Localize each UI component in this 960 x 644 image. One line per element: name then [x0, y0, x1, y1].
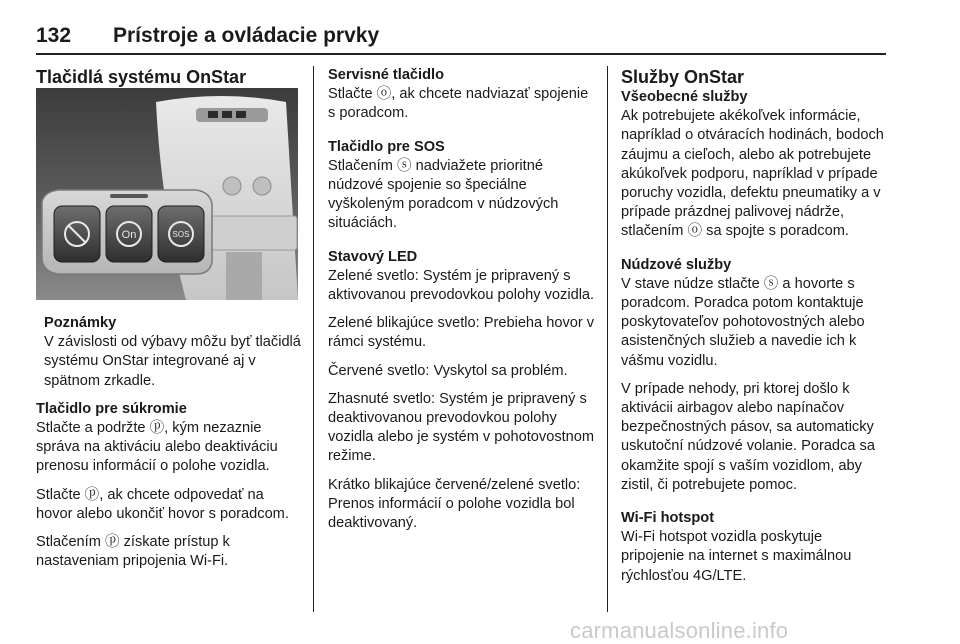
wifi-hotspot-text: Wi-Fi hotspot vozidla poskytuje pripojenie na internet s maximálnou rýchlosťou 4G/LTE.	[621, 529, 852, 584]
column-1	[36, 66, 302, 571]
privacy-text-1: Stlačte a podržte ⓟ, kým nezaznie správa na aktiváciu alebo deaktiváciu prenosu informácií o polohe vozidla.	[36, 420, 278, 475]
page-number: 132	[36, 24, 72, 47]
watermark: carmanualsonline.info	[570, 618, 789, 643]
section-title-onstar-services: Služby OnStar	[621, 67, 745, 87]
emergency-services-text-2: V prípade nehody, pri ktorej došlo k aktivácii airbagov alebo napínačov bezpečnostných pásov, sa automaticky uskutoční núdzové volanie. Poradca sa okamžite spojí s vaším vozidlom, aby zistil, či potrebujete pomoc.	[621, 380, 875, 493]
photo-on-label: On	[121, 229, 137, 241]
column-3	[621, 66, 889, 586]
status-led-text-4: Zhasnuté svetlo: Systém je pripravený s deaktivovanou prevodovkou polohy vozidla alebo je systém v pohotovostnom režime.	[328, 390, 595, 465]
status-led-text-2: Zelené blikajúce svetlo: Prebieha hovor v rámci systému.	[328, 315, 595, 351]
page-header	[36, 24, 886, 54]
column-divider-1	[313, 66, 314, 612]
service-button-text: Stlačte ⓞ, ak chcete nadviazať spojenie s poradcom.	[328, 86, 589, 122]
column-divider-2	[607, 66, 608, 612]
wifi-hotspot-title: Wi-Fi hotspot	[621, 510, 715, 527]
emergency-services-text-1: V stave núdze stlačte ⓢ a hovorte s poradcom. Poradca potom kontaktuje poskytovateľov pohotovostných alebo asistenčných služieb a navedie ich k vášmu vozidlu.	[621, 275, 865, 369]
sos-button-text: Stlačením ⓢ nadviažete prioritné núdzové spojenie so špeciálne vyškoleným poradcom v núdzových situáciách.	[328, 157, 559, 232]
general-services-title: Všeobecné služby	[621, 89, 748, 105]
note-text: V závislosti od výbavy môžu byť tlačidlá systému OnStar integrované aj v spätnom zrkadle.	[44, 334, 301, 389]
privacy-text-2: Stlačte ⓟ, ak chcete odpovedať na hovor alebo ukončiť hovor s poradcom.	[36, 486, 289, 522]
status-led-text-1: Zelené svetlo: Systém je pripravený s aktivovanou prevodovkou polohy vozidla.	[328, 267, 595, 304]
status-led-text-3: Červené svetlo: Vyskytol sa problém.	[328, 362, 568, 379]
photo-sos-label: SOS	[172, 230, 190, 239]
privacy-button-title: Tlačidlo pre súkromie	[36, 400, 187, 417]
emergency-services-title: Núdzové služby	[621, 256, 732, 273]
chapter-title: Prístroje a ovládacie prvky	[113, 24, 380, 47]
onstar-buttons-photo	[36, 88, 298, 300]
note-title: Poznámky	[44, 315, 117, 331]
header-rule	[36, 53, 886, 55]
column-2	[328, 66, 596, 533]
status-led-text-5: Krátko blikajúce červené/zelené svetlo: Prenos informácií o polohe vozidla bol deaktivovaný.	[328, 476, 581, 532]
privacy-text-3: Stlačením ⓟ získate prístup k nastaveniam pripojenia Wi-Fi.	[36, 534, 230, 570]
sos-button-title: Tlačidlo pre SOS	[328, 138, 445, 155]
service-button-title: Servisné tlačidlo	[328, 67, 444, 83]
general-services-text: Ak potrebujete akékoľvek informácie, napríklad o otváracích hodinách, bodoch záujmu a cieľoch, alebo ak potrebujete akúkoľvek podporu, napríklad v prípade poruchy vozidla, defektu pneumatiky a v prípade prázdnej palivovej nádrže, stlačením ⓞ sa spojte s poradcom.	[621, 108, 884, 240]
status-led-title: Stavový LED	[328, 248, 418, 265]
note-box	[44, 314, 302, 391]
section-title-onstar-buttons: Tlačidlá systému OnStar	[36, 67, 247, 87]
